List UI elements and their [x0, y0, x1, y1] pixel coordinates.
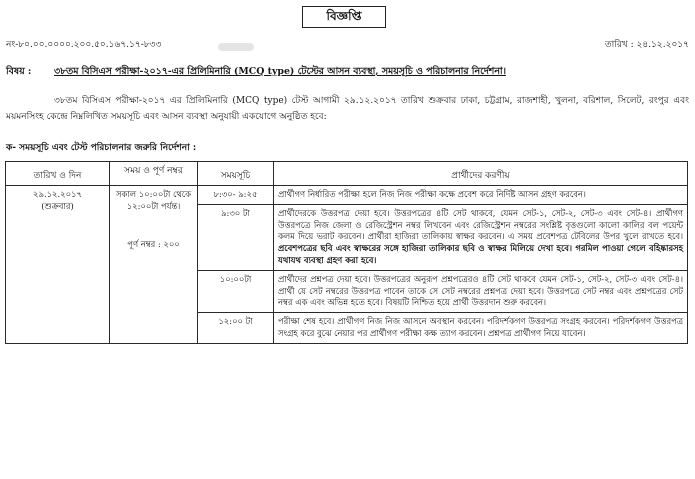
redacted-mark [218, 43, 254, 51]
header-duties: প্রার্থীদের করণীয় [274, 162, 688, 186]
subject-label: বিষয় : [6, 66, 32, 77]
subject-line [6, 66, 689, 78]
schedule-slot: ৮:৩০- ৯:২৫ [198, 186, 274, 205]
exam-time-cell [110, 186, 198, 343]
exam-full-marks: পূর্ণ নম্বর : ২০০ [127, 238, 180, 249]
header-date-day: তারিখ ও দিন [6, 162, 110, 186]
notice-date [605, 40, 689, 52]
duty-text: প্রার্থীদেরকে উত্তরপত্র দেয়া হবে। উত্তরপত্রের ৪টি সেট থাকবে, যেমন সেট-১, সেট-২, সেট-৩ এবং সেট-৪। প্রার্থীগণ উত্তরপত্রে নিজ জেলা ও রেজিস্ট্রেশন নম্বর লিখবেন এবং রেজিস্ট্রেশন নম্বরের সংশ্লিষ্ট বৃত্তগুলো কালো কালির বল পয়েন্ট কলম দিয়ে ভরাট করবেন। প্রার্থীরা হাজিরা তালিকায় স্বাক্ষর করবেন। এ সময় প্রবেশপত্র টেবিলের উপর খুলে রাখতে হবে। [278, 207, 683, 242]
exam-time-range: সকাল ১০:০০টা থেকে ১২:০০টা পর্যন্ত। [115, 189, 191, 211]
subject-text: ৩৮তম বিসিএস পরীক্ষা-২০১৭-এর প্রিলিমিনারি (MCQ type) টেস্টের আসন ব্যবস্থা, সময়সূচি ও পরিচালনার নির্দেশনা। [54, 66, 506, 77]
exam-date-cell [6, 186, 110, 343]
intro-paragraph: ৩৮তম বিসিএস পরীক্ষা-২০১৭ এর প্রিলিমিনারি (MCQ type) টেস্ট আগামী ২৯.১২.২০১৭ তারিখ শুক্রবার ঢাকা, চট্টগ্রাম, রাজশাহী, খুলনা, বরিশাল, সিলেট, রংপুর এবং ময়মনসিংহ কেন্দ্রে নিম্নলিখিত সময়সূচি এবং আসন ব্যবস্থা অনুযায়ী একযোগে অনুষ্ঠিত হবে: [6, 96, 689, 122]
schedule-slot: ১২:০০ টা [198, 313, 274, 344]
duty-text: প্রার্থীদের প্রশ্নপত্র দেয়া হবে। উত্তরপত্রের অনুরূপ প্রশ্নপত্রেরও ৪টি সেট থাকবে যেমন সেট-১, সেট-২, সেট-৩ এবং সেট-৪। প্রার্থী যে সেট নম্বরের উত্তরপত্র পাবেন তাকে সে সেট নম্বরের প্রশ্নপত্র দেয়া হবে। উত্তরপত্রে সেট নম্বর এবং প্রশ্নপত্রের সেট নম্বর এক এবং অভিন্ন হতে হবে। বিষয়টি নিশ্চিত হয়ে প্রার্থী উত্তরদান শুরু করবেন। [274, 270, 688, 312]
exam-day: (শুক্রবার) [41, 200, 74, 211]
table-header-row [6, 162, 688, 186]
reference-number: নং-৮০.০০.০০০০.২০০.৫০.১৬৭.১৭-৮৩৩ [6, 40, 162, 50]
duty-text-cell [274, 204, 688, 270]
notice-title: বিজ্ঞপ্তি [302, 6, 386, 28]
header-time-marks: সময় ও পূর্ণ নম্বর [110, 162, 198, 186]
table-row [6, 186, 688, 205]
duty-text: পরীক্ষা শেষ হবে। প্রার্থীগণ নিজ নিজ আসনে অবস্থান করবেন। পরিদর্শকগণ উত্তরপত্র সংগ্রহ করবেন। পরিদর্শকগণ উত্তরপত্র সংগ্রহ করে বুঝে নেয়ার পর প্রার্থীগণ পরীক্ষা কক্ষ ত্যাগ করবেন। প্রশ্নপত্র প্রার্থীগণ নিয়ে যাবেন। [274, 313, 688, 344]
date-value: ২৪.১২.২০১৭ [636, 40, 689, 50]
reference-line [6, 40, 689, 54]
schedule-slot: ১০:০০টা [198, 270, 274, 312]
schedule-slot: ৯:৩০ টা [198, 204, 274, 270]
schedule-table [5, 161, 688, 344]
exam-date: ২৯.১২.২০১৭ [33, 189, 82, 200]
section-heading: ক- সময়সূচি এবং টেস্ট পরিচালনার জরুরি নির্দেশনা : [6, 143, 197, 153]
duty-bold-warning: প্রবেশপত্রের ছবি এবং স্বাক্ষরের সঙ্গে হাজিরা তালিকার ছবি ও স্বাক্ষর মিলিয়ে দেখা হবে। গরমিল পাওয়া গেলে বহিষ্কারসহ যথাযথ ব্যবস্থা গ্রহণ করা হবে। [278, 243, 683, 265]
duty-text: প্রার্থীগণ নির্ধারিত পরীক্ষা হলে নিজ নিজ পরীক্ষা কক্ষে প্রবেশ করে নির্দিষ্ট আসন গ্রহণ করবেন। [274, 186, 688, 205]
header-schedule: সময়সূচি [198, 162, 274, 186]
date-label: তারিখ : [604, 40, 637, 50]
